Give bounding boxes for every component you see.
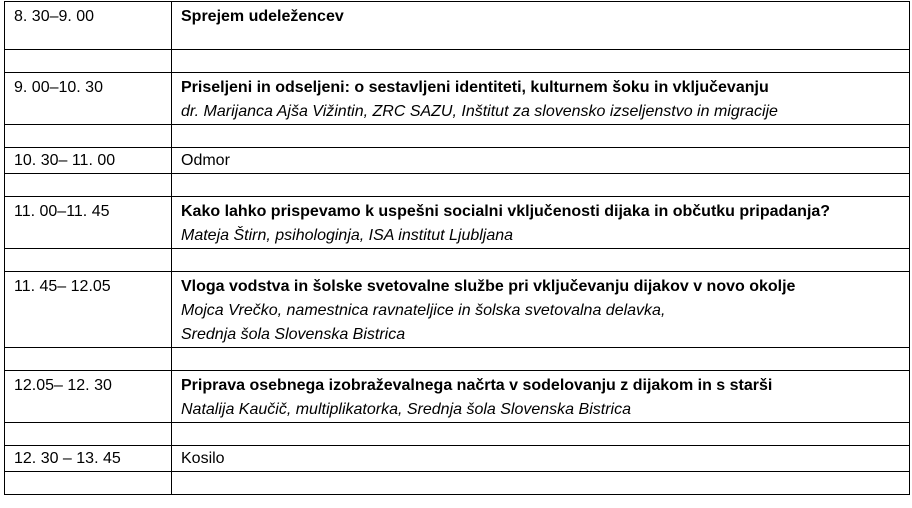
session-speaker: dr. Marijanca Ajša Vižintin, ZRC SAZU, Inštitut za slovensko izseljenstvo in migracije [181,103,778,120]
session-cell [172,272,910,348]
session-plain: Kosilo [181,450,225,467]
time-label: 11. 00–11. 45 [14,203,110,220]
time-cell [5,272,172,348]
session-cell [172,197,910,249]
time-cell [5,197,172,249]
time-label: 9. 00–10. 30 [14,79,103,96]
time-label: 12. 30 – 13. 45 [14,450,121,467]
session-cell [172,73,910,125]
empty-cell [5,348,172,371]
empty-cell [5,423,172,446]
session-title: Vloga vodstva in šolske svetovalne službe pri vključevanju dijakov v novo okolje [181,278,796,295]
empty-cell [5,249,172,272]
empty-cell [172,472,910,495]
time-cell [5,446,172,472]
spacer-row [5,50,910,73]
session-speaker-org: Srednja šola Slovenska Bistrica [181,326,406,343]
time-label: 8. 30–9. 00 [14,8,95,25]
empty-cell [5,125,172,148]
session-title: Sprejem udeležencev [181,8,344,25]
schedule-table [4,1,910,495]
session-speaker: Mateja Štirn, psihologinja, ISA institut Ljubljana [181,227,514,244]
empty-cell [5,174,172,197]
session-cell [172,371,910,423]
time-label: 11. 45– 12.05 [14,278,111,295]
table-row [5,2,910,50]
empty-cell [172,174,910,197]
spacer-row [5,423,910,446]
empty-cell [172,423,910,446]
session-speaker: Natalija Kaučič, multiplikatorka, Srednja šola Slovenska Bistrica [181,401,631,418]
spacer-row [5,125,910,148]
empty-cell [172,50,910,73]
session-cell [172,148,910,174]
spacer-row [5,348,910,371]
spacer-row [5,472,910,495]
session-title: Priseljeni in odseljeni: o sestavljeni identiteti, kulturnem šoku in vključevanju [181,79,769,96]
table-row [5,446,910,472]
session-cell [172,2,910,50]
session-title: Priprava osebnega izobraževalnega načrta v sodelovanju z dijakom in s starši [181,377,773,394]
table-row [5,148,910,174]
empty-cell [5,50,172,73]
session-plain: Odmor [181,152,230,169]
time-cell [5,73,172,125]
table-row [5,73,910,125]
spacer-row [5,249,910,272]
empty-cell [172,249,910,272]
time-label: 10. 30– 11. 00 [14,152,116,169]
spacer-row [5,174,910,197]
empty-cell [172,125,910,148]
empty-cell [5,472,172,495]
session-speaker: Mojca Vrečko, namestnica ravnateljice in šolska svetovalna delavka, [181,302,666,319]
table-row [5,197,910,249]
session-title: Kako lahko prispevamo k uspešni socialni vključenosti dijaka in občutku pripadanja? [181,203,831,220]
time-cell [5,2,172,50]
time-cell [5,148,172,174]
time-cell [5,371,172,423]
session-cell [172,446,910,472]
time-label: 12.05– 12. 30 [14,377,112,394]
table-row [5,371,910,423]
table-row [5,272,910,348]
empty-cell [172,348,910,371]
